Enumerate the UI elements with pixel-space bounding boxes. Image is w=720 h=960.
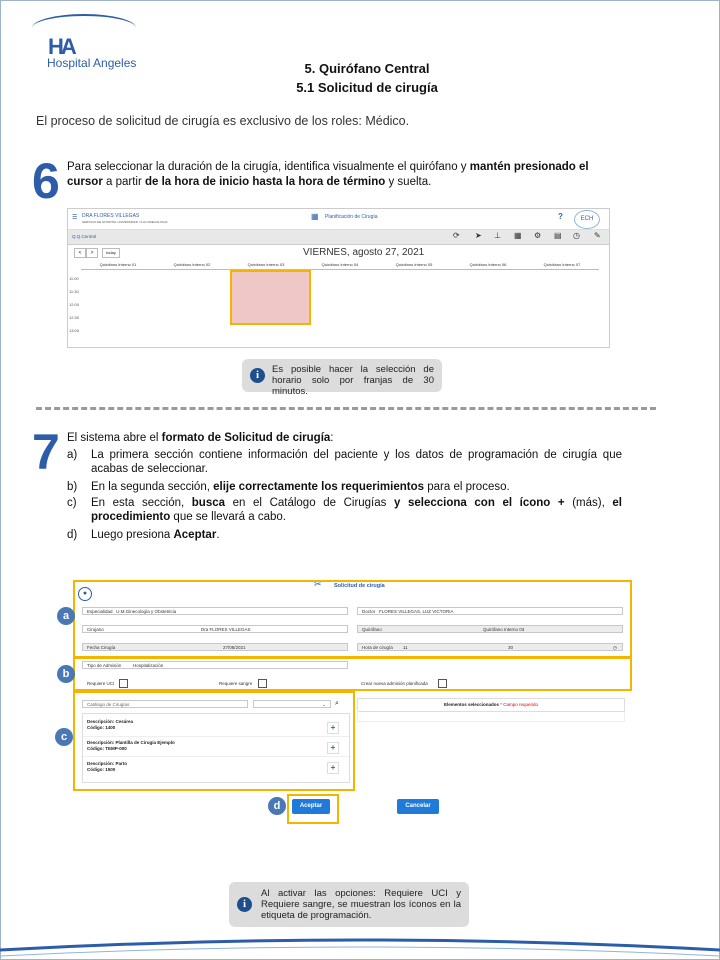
divider: [83, 736, 349, 737]
list-key: b): [67, 481, 78, 493]
fecha-field: Fecha Cirugía 27/08/2021: [82, 643, 348, 651]
calendar-user: DRA FLORES VILLEGAS: [82, 213, 140, 219]
intro-text: El proceso de solicitud de cirugía es exclusivo de los roles: Médico.: [36, 114, 410, 128]
gear-icon[interactable]: ⚙: [534, 231, 542, 240]
tipo-admision-select[interactable]: Tipo de Admisión Hospitalización: [82, 661, 348, 669]
add-procedure-button[interactable]: +: [327, 742, 339, 754]
calendar-topbar: [68, 209, 609, 230]
selected-time-range[interactable]: [230, 270, 311, 325]
step6-text: Para seleccionar la duración de la cirugía, identifica visualmente el quirófano y mantén presionado el cursor a partir de la hora de inicio hasta la hora de término y suelta.: [67, 161, 589, 188]
calendar-tool-icon[interactable]: ▦: [514, 231, 522, 240]
list-item: Descripción: Cesárea Código: 1400: [87, 719, 134, 730]
list-key: c): [67, 497, 77, 509]
calendar-user-sub: SERVICIO DE HOSPITAL UNIVERSIDAD / ILIA GINECOLOGIA: [82, 220, 168, 224]
list-item: Descripción: Plantilla de Cirugía Ejemplo Código: TEMP-000: [87, 740, 175, 751]
list-item: Descripción: Parto Código: 1500: [87, 761, 128, 772]
add-procedure-button[interactable]: +: [327, 722, 339, 734]
breadcrumb[interactable]: Q.Q.Central: [72, 234, 97, 239]
room-header: Quirófano Interno 03: [229, 262, 303, 270]
hierarchy-icon[interactable]: ⊥: [494, 231, 501, 240]
list-key: d): [67, 529, 78, 541]
badge-b: b: [57, 665, 75, 683]
cancel-button[interactable]: Cancelar: [397, 799, 439, 814]
quirofano-field: Quirófano Quirófano Interno 03: [357, 625, 623, 633]
calendar-date: VIERNES, agosto 27, 2021: [303, 247, 425, 258]
info-note-1-text: Es posible hacer la selección de horario solo por franjas de 30 minutos.: [272, 364, 434, 397]
search-icon[interactable]: ⌕: [335, 700, 339, 707]
ech-logo: ECH: [574, 210, 600, 229]
menu-icon[interactable]: ☰: [72, 215, 78, 221]
accept-button[interactable]: Aceptar: [292, 799, 330, 814]
next-day-button[interactable]: >: [86, 248, 98, 258]
list-key: a): [67, 449, 78, 461]
elementos-list: [357, 711, 625, 722]
sangre-label: Requiere sangre: [219, 681, 253, 686]
time-label: 12:00: [69, 302, 80, 307]
doctor-select[interactable]: Doctor FLORES VILLEGAS, LUZ VICTORIA: [357, 607, 623, 615]
list-text: La primera sección contiene información del paciente y los datos de programación de cirugía que acabas de seleccionar.: [91, 449, 622, 475]
info-icon: i: [237, 897, 252, 912]
prev-day-button[interactable]: <: [74, 248, 86, 258]
hospital-logo-text: Hospital Angeles: [47, 56, 137, 70]
footer-wave: [0, 930, 720, 960]
step-number-7: 7: [32, 424, 60, 480]
clock-icon[interactable]: ◷: [613, 645, 617, 650]
patient-icon[interactable]: ●: [78, 587, 92, 601]
especialidad-select[interactable]: Especialidad U.M.Ginecología y Obstetricia: [82, 607, 348, 615]
list-text: En la segunda sección, elije correctamente los requerimientos para el proceso.: [91, 481, 510, 493]
available-slots[interactable]: [67, 262, 585, 337]
document-icon[interactable]: ▤: [554, 231, 562, 240]
app-title: Planificación de Cirugía: [325, 214, 378, 220]
help-icon[interactable]: ?: [558, 212, 563, 221]
info-note-2: [229, 882, 469, 927]
time-label: 13:00: [69, 328, 80, 333]
calendar-grid[interactable]: [67, 262, 608, 346]
hora-field: Hora de cirugía 11 30 ◷: [357, 643, 623, 651]
time-label: 11:30: [69, 289, 79, 294]
pen-icon[interactable]: ✎: [594, 231, 601, 240]
badge-c: c: [55, 728, 73, 746]
form-title: Solicitud de cirugía: [334, 583, 385, 589]
crear-admision-label: Crear nueva admisión planificada: [361, 681, 428, 686]
section-subtitle: 5.1 Solicitud de cirugía: [296, 80, 438, 95]
list-text: Luego presiona Aceptar.: [91, 529, 220, 541]
info-note-1: [242, 359, 442, 397]
uci-checkbox[interactable]: [119, 679, 128, 688]
step-number-6: 6: [32, 153, 60, 209]
navigate-icon[interactable]: ➤: [475, 231, 482, 240]
divider: [83, 756, 349, 757]
uci-label: Requiere UCI: [87, 681, 115, 686]
procedure-list: [82, 713, 350, 783]
time-label: 12:30: [69, 315, 80, 320]
calendar-breadcrumb-bar: [68, 230, 609, 245]
info-note-2-text: Al activar las opciones: Requiere UCI y Requiere sangre, se muestran los íconos en la etiqueta de programación.: [261, 888, 461, 921]
info-icon: i: [250, 368, 265, 383]
catalogo-search-input[interactable]: Catálogo de Cirugías: [82, 700, 248, 708]
catalogo-filter-select[interactable]: [253, 700, 331, 708]
cirujano-select[interactable]: Cirujano Dra FLORES VILLEGAS: [82, 625, 348, 633]
section-title: 5. Quirófano Central: [304, 61, 430, 76]
section-divider: [36, 407, 656, 410]
crear-admision-checkbox[interactable]: [438, 679, 447, 688]
today-button[interactable]: today: [102, 248, 120, 258]
sangre-checkbox[interactable]: [258, 679, 267, 688]
clock-icon[interactable]: ◷: [573, 231, 580, 240]
chevron-down-icon: ⌄: [322, 702, 326, 707]
room-header: Quirófano Interno 06: [451, 262, 525, 270]
badge-a: a: [57, 607, 75, 625]
list-text: En esta sección, busca en el Catálogo de Cirugías y selecciona con el ícono + (más), el procedimiento que se llevará a cabo.: [91, 497, 622, 523]
surgery-icon: ✂: [314, 579, 322, 589]
room-header: Quirófano Interno 02: [155, 262, 229, 270]
elementos-seleccionados: Elementos seleccionados * Campo requerido: [357, 698, 625, 712]
refresh-icon[interactable]: ⟳: [453, 231, 460, 240]
calendar-icon: ▦: [311, 212, 319, 221]
room-header: Quirófano Interno 01: [81, 262, 155, 270]
time-label: 11:00: [69, 276, 79, 281]
step7-lead: El sistema abre el formato de Solicitud de cirugía:: [67, 432, 334, 444]
badge-d: d: [268, 797, 286, 815]
hospital-logo-mark: HA: [48, 34, 74, 59]
room-header: Quirófano Interno 04: [303, 262, 377, 270]
add-procedure-button[interactable]: +: [327, 762, 339, 774]
room-header: Quirófano Interno 05: [377, 262, 451, 270]
room-header: Quirófano Interno 07: [525, 262, 599, 270]
calendar-nav: [68, 245, 609, 261]
